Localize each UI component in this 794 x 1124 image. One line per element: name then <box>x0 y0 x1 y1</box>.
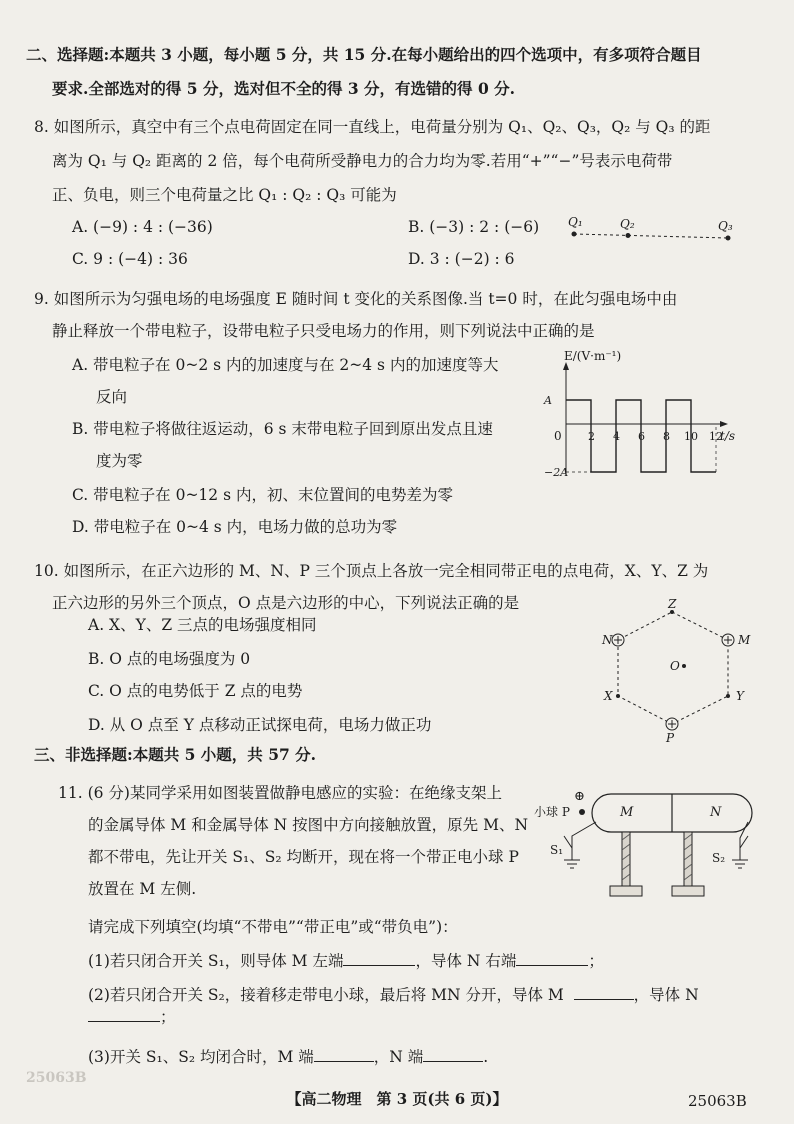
q9-option-a-line2: 反向 <box>96 388 128 406</box>
chart-x-tick-label: 8 <box>663 430 670 443</box>
chart-x-tick-label: 10 <box>684 430 698 443</box>
paper-code: 25063B <box>688 1092 747 1110</box>
q10-stem-line2: 正六边形的另外三个顶点，O 点是六边形的中心，下列说法正确的是 <box>52 594 520 612</box>
chart-x-tick-label: 4 <box>613 430 620 443</box>
label-p: P <box>666 731 675 745</box>
label-m: M <box>738 633 751 647</box>
ball-plus-icon: ⊕ <box>574 789 585 804</box>
chart-y-arrow-icon <box>563 362 569 370</box>
label-z: Z <box>668 597 677 611</box>
q10-stem-line1: 10. 如图所示，在正六边形的 M、N、P 三个顶点上各放一完全相同带正电的点电荷，X、Y、Z 为 <box>34 562 709 580</box>
q11-part2-text-b: ，导体 N <box>633 986 699 1004</box>
q11-blank-6[interactable] <box>423 1047 483 1062</box>
ball-label: 小球 P <box>534 805 570 819</box>
q10-option-b: B. O 点的电场强度为 0 <box>88 650 251 668</box>
q11-part1-text-b: ，导体 N 右端 <box>415 952 517 970</box>
q10-option-c: C. O 点的电势低于 Z 点的电势 <box>88 682 303 700</box>
conductor-m-label: M <box>620 805 634 820</box>
ball-p-point <box>579 809 585 815</box>
chart-y-tick-label: A <box>544 394 552 407</box>
q8-option-b: B. (−3) : 2 : (−6) <box>408 218 540 236</box>
switch-s1-label: S₁ <box>550 843 564 857</box>
q3-label: Q₃ <box>718 219 733 233</box>
switch-s2-label: S₂ <box>712 851 726 865</box>
q9-option-a-line1: A. 带电粒子在 0~2 s 内的加速度与在 2~4 s 内的加速度等大 <box>72 356 499 374</box>
q10-option-d: D. 从 O 点至 Y 点移动正试探电荷，电场力做正功 <box>88 716 432 734</box>
q9-option-b-line1: B. 带电粒子将做往返运动，6 s 末带电粒子回到原出发点且速 <box>72 420 493 438</box>
q2-point <box>626 233 631 238</box>
base-left <box>610 886 642 896</box>
q11-part3-text-a: (3)开关 S₁、S₂ 均闭合时，M 端 <box>88 1048 314 1066</box>
section3-title: 三、非选择题:本题共 5 小题，共 57 分. <box>34 745 317 764</box>
q8-option-c: C. 9 : (−4) : 36 <box>72 250 188 268</box>
q8-charges-figure <box>562 212 742 244</box>
q11-part2-cont: ； <box>88 1006 176 1028</box>
chart-x-tick-label: 6 <box>638 430 645 443</box>
label-o: O <box>670 659 680 673</box>
q11-part3-text-b: ，N 端 <box>373 1048 424 1066</box>
q9-e-t-chart <box>540 346 740 496</box>
q11-part1: (1)若只闭合开关 S₁，则导体 M 左端 ，导体 N 右端 ； <box>88 952 604 970</box>
q10-option-a: A. X、Y、Z 三点的电场强度相同 <box>88 616 317 634</box>
q11-part1-text-a: (1)若只闭合开关 S₁，则导体 M 左端 <box>88 952 344 970</box>
q3-point <box>726 236 731 241</box>
q9-option-c: C. 带电粒子在 0~12 s 内，初、末位置间的电势差为零 <box>72 486 453 504</box>
q11-stem-line1: 11. (6 分)某同学采用如图装置做静电感应的实验：在绝缘支架上 <box>58 784 502 802</box>
q11-apparatus-figure <box>534 782 774 914</box>
q8-stem-line1: 8. 如图所示，真空中有三个点电荷固定在同一直线上，电荷量分别为 Q₁、Q₂、Q₃，Q₂ 与 Q₃ 的距 <box>34 118 711 136</box>
q11-blank-3[interactable] <box>574 985 634 1000</box>
chart-x-arrow-icon <box>720 421 728 427</box>
q1-label: Q₁ <box>568 215 583 229</box>
q9-stem-line1: 9. 如图所示为匀强电场的电场强度 E 随时间 t 变化的关系图像.当 t=0 时，在此匀强电场中由 <box>34 290 678 308</box>
q11-blank-1[interactable] <box>343 951 415 966</box>
q11-blank-4[interactable] <box>88 1007 160 1022</box>
q10-hexagon-figure <box>600 596 772 746</box>
label-n: N <box>602 633 613 647</box>
center-o-point <box>682 664 686 668</box>
switch-s2-blade <box>740 836 748 848</box>
switch-s1-blade <box>564 836 572 848</box>
chart-origin-label: 0 <box>554 429 562 443</box>
q8-option-d: D. 3 : (−2) : 6 <box>408 250 515 268</box>
charge-p-icon <box>666 718 678 730</box>
label-y: Y <box>736 689 744 703</box>
q8-stem-line3: 正、负电，则三个电荷量之比 Q₁ : Q₂ : Q₃ 可能为 <box>52 186 397 204</box>
conductor-n-label: N <box>710 805 722 820</box>
q11-blank-2[interactable] <box>516 951 588 966</box>
charge-n-icon <box>612 634 624 646</box>
q9-option-d: D. 带电粒子在 0~4 s 内，电场力做的总功为零 <box>72 518 398 536</box>
q11-stem-line2: 的金属导体 M 和金属导体 N 按图中方向接触放置，原先 M、N <box>88 816 529 834</box>
chart-x-axis-label: t/s <box>720 429 736 443</box>
label-x: X <box>604 689 613 703</box>
q11-part2-text-a: (2)若只闭合开关 S₂，接着移走带电小球，最后将 MN 分开，导体 M <box>88 986 564 1004</box>
q11-prompt: 请完成下列填空(均填“不带电”“带正电”或“带负电”)： <box>88 918 458 936</box>
q9-option-b-line2: 度为零 <box>96 452 143 470</box>
q11-blank-5[interactable] <box>314 1047 374 1062</box>
chart-y-tick-label: −2A <box>544 466 569 479</box>
switch-s1-wire <box>572 822 596 848</box>
page-footer: 【高二物理 第 3 页(共 6 页)】 <box>286 1090 508 1108</box>
q11-part2 <box>88 984 699 1006</box>
q11-stem-line3: 都不带电，先让开关 S₁、S₂ 均断开，现在将一个带正电小球 P <box>88 848 519 866</box>
faint-stamp-code: 25063B <box>26 1070 87 1086</box>
base-right <box>672 886 704 896</box>
charge-m-icon <box>722 634 734 646</box>
q1-point <box>572 232 577 237</box>
q9-stem-line2: 静止释放一个带电粒子，设带电粒子只受电场力的作用，则下列说法中正确的是 <box>52 322 595 340</box>
chart-y-axis-label: E/(V·m⁻¹) <box>564 349 622 363</box>
q11-stem-line4: 放置在 M 左侧. <box>88 880 197 898</box>
q8-stem-line2: 离为 Q₁ 与 Q₂ 距离的 2 倍，每个电荷所受静电力的合力均为零.若用“+”“−”号表示电荷带 <box>52 152 673 170</box>
q2-label: Q₂ <box>620 217 635 231</box>
chart-x-tick-label: 2 <box>588 430 595 443</box>
q8-option-a: A. (−9) : 4 : (−36) <box>72 218 213 236</box>
section2-title-line1: 二、选择题:本题共 3 小题，每小题 5 分，共 15 分.在每小题给出的四个选项中，有多项符合题目 <box>26 45 702 64</box>
section2-title-line2: 要求.全部选对的得 5 分，选对但不全的得 3 分，有选错的得 0 分. <box>52 79 516 98</box>
chart-x-tick-label: 12 <box>709 430 723 443</box>
q11-part3: (3)开关 S₁、S₂ 均闭合时，M 端 ，N 端 . <box>88 1048 489 1066</box>
